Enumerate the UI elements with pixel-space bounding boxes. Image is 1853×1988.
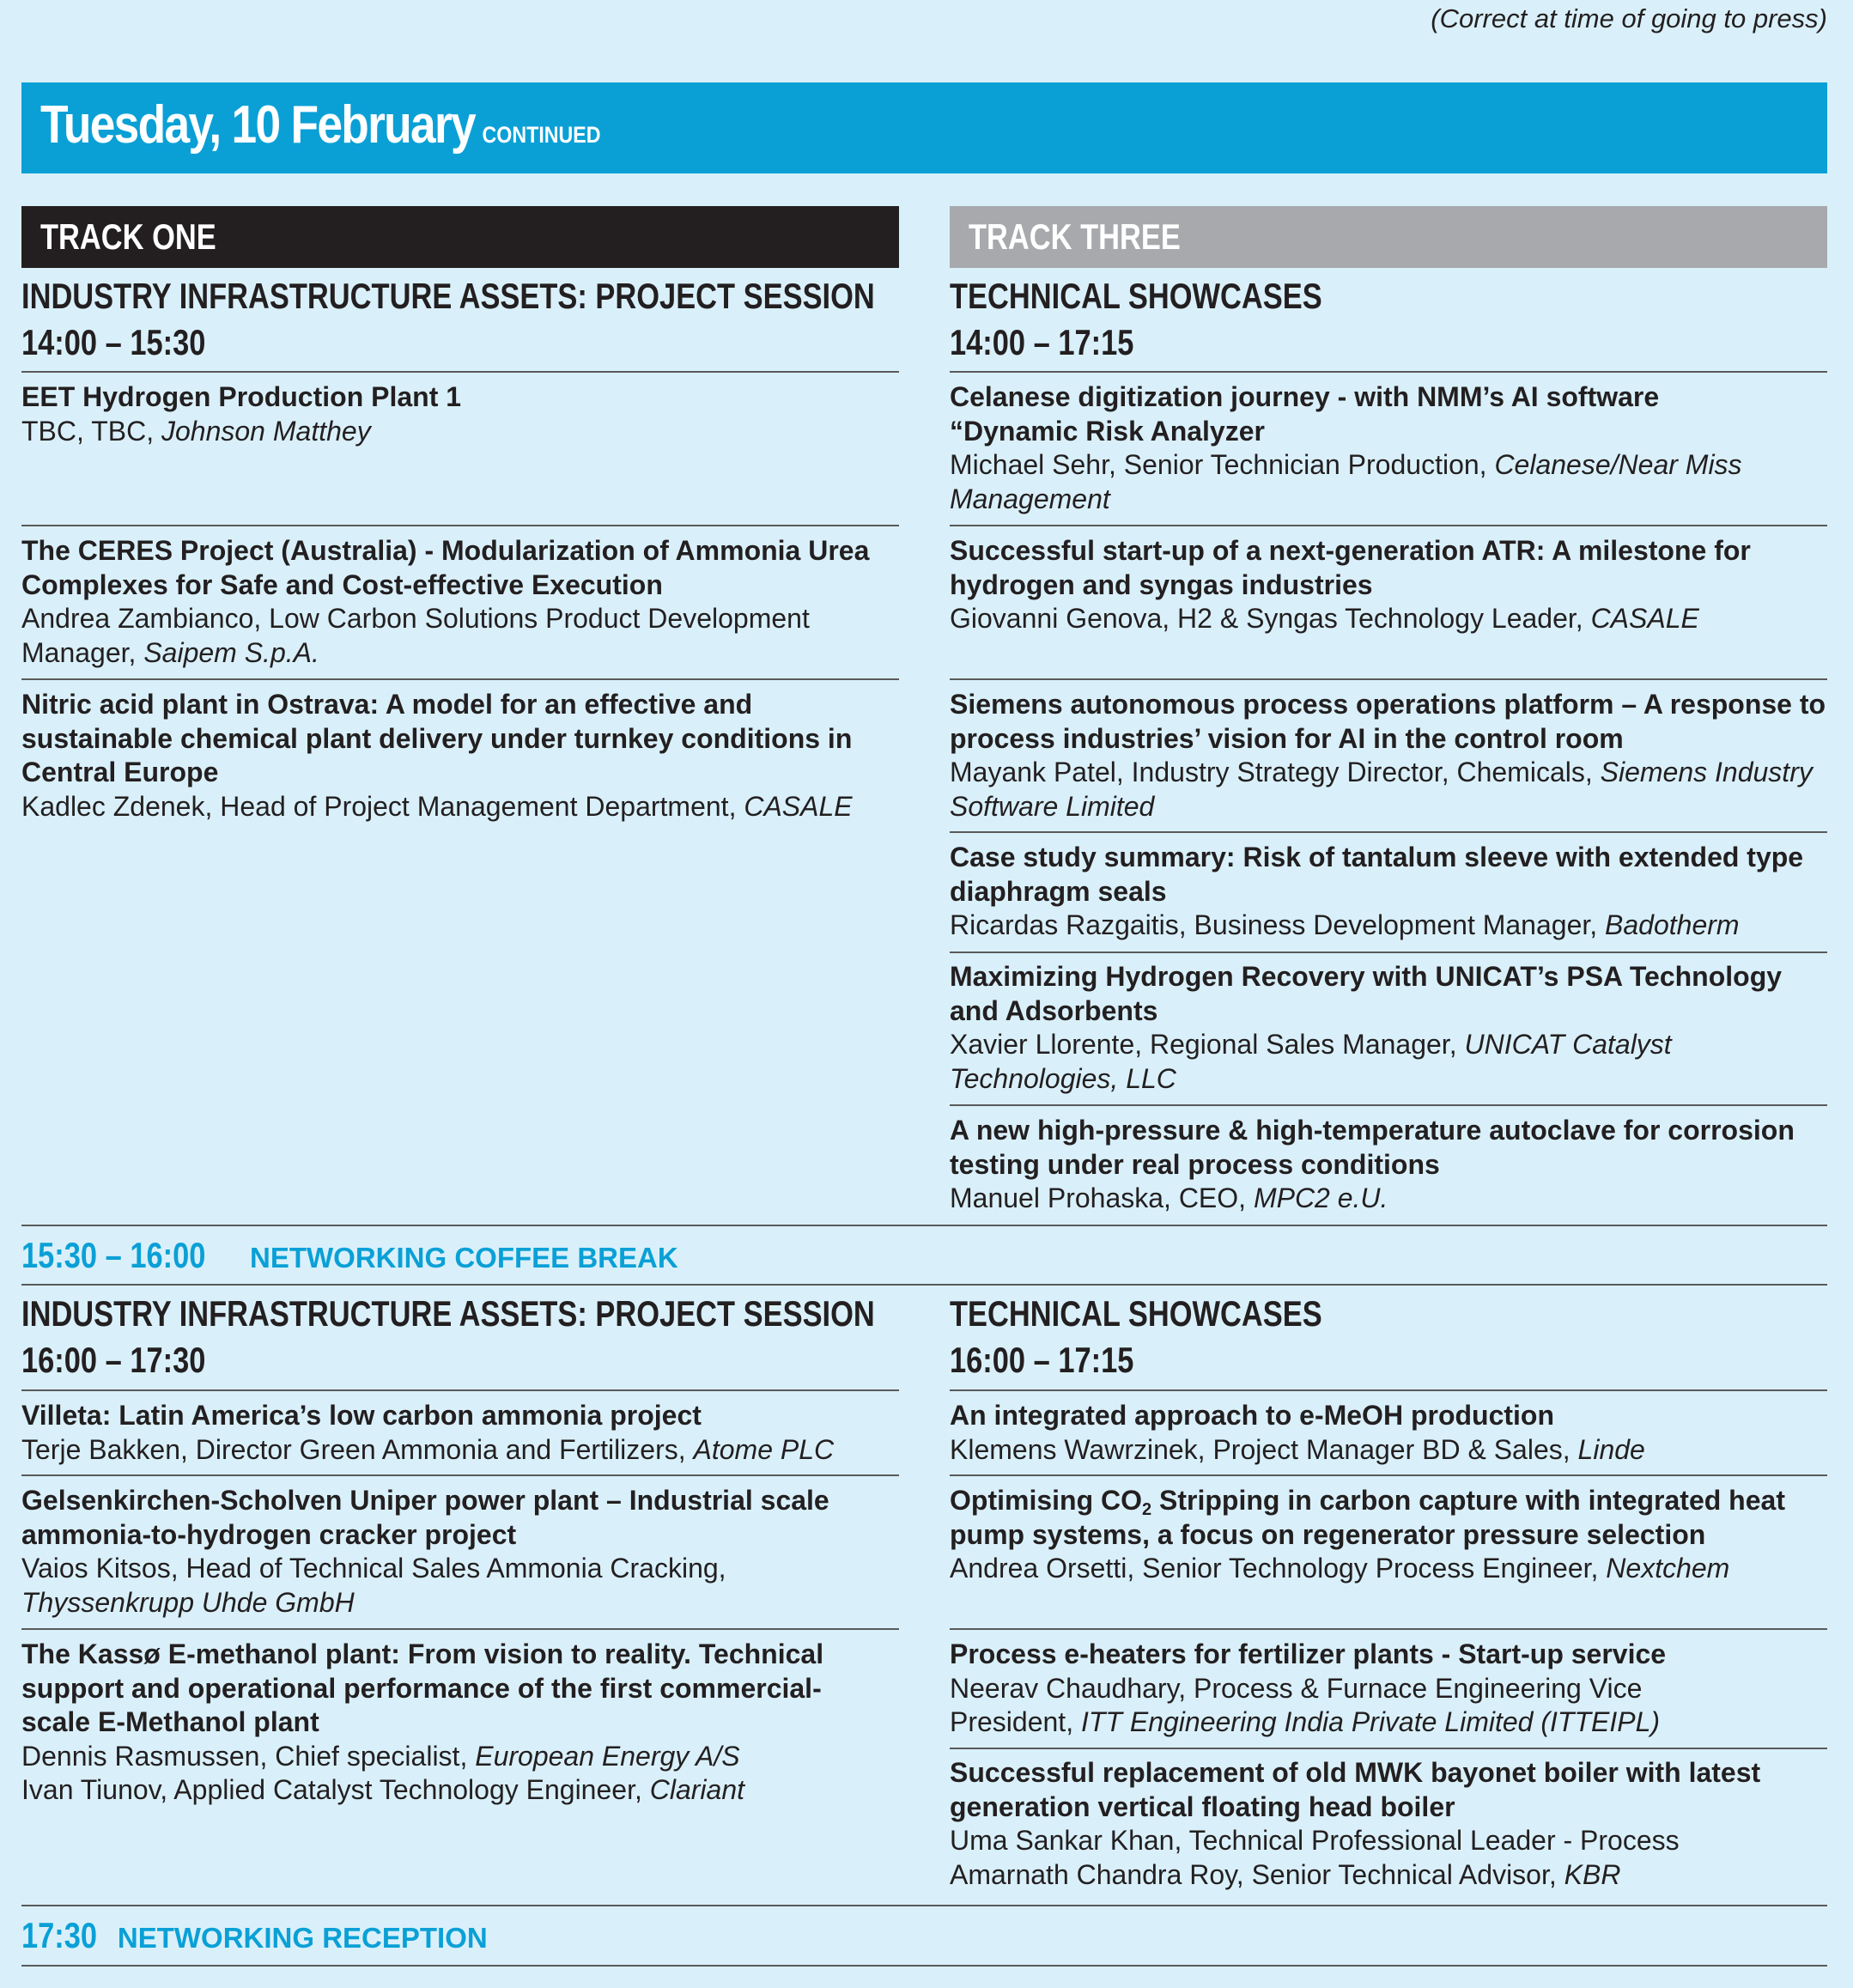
session-item	[950, 534, 1834, 636]
speaker-org: Thyssenkrupp Uhde GmbH	[21, 1586, 355, 1618]
item-title: A new high-pressure & high-temperature autoclave for corrosion testing under real process conditions	[950, 1115, 1795, 1180]
session-item	[950, 841, 1834, 943]
speaker-org: Linde	[1577, 1433, 1645, 1465]
track-three-header	[950, 206, 1827, 268]
session-time: 14:00 – 15:30	[21, 322, 206, 362]
item-title	[950, 1484, 1834, 1552]
speaker-text: Vaios Kitsos, Head of Technical Sales Ammonia Cracking,	[21, 1553, 726, 1584]
item-speaker	[21, 790, 872, 824]
session-item	[950, 688, 1834, 824]
speaker-text: Kadlec Zdenek, Head of Project Management Department,	[21, 790, 744, 822]
divider	[21, 525, 899, 526]
networking-reception	[21, 1915, 488, 1956]
divider	[21, 371, 899, 373]
session-item	[950, 1399, 1834, 1467]
speaker-text: Xavier Llorente, Regional Sales Manager,	[950, 1029, 1465, 1060]
speaker-org: MPC2 e.U.	[1253, 1182, 1388, 1213]
speaker-org: Johnson Matthey	[161, 415, 371, 447]
item-title: Celanese digitization journey - with NMM’s AI software “Dynamic Risk Analyzer	[950, 381, 1660, 447]
speaker-org: Atome PLC	[693, 1433, 835, 1465]
speaker-org: Celanese/Near Miss Management	[950, 449, 1742, 514]
item-speaker	[950, 1433, 1834, 1468]
speaker-text: Klemens Wawrzinek, Project Manager BD & Sales,	[950, 1433, 1578, 1465]
divider	[21, 1965, 1827, 1967]
speaker-text: Amarnath Chandra Roy, Senior Technical Advisor,	[950, 1858, 1564, 1890]
divider	[21, 1474, 899, 1476]
day-title-text: Tuesday, 10 February	[40, 95, 475, 155]
item-speaker	[21, 415, 906, 449]
divider	[21, 678, 899, 680]
item-title: The CERES Project (Australia) - Modularization of Ammonia Urea Complexes for Safe and Cost-effective Execution	[21, 535, 870, 600]
session-item	[21, 1638, 889, 1808]
speaker-org: Clariant	[649, 1774, 744, 1805]
session-title: INDUSTRY INFRASTRUCTURE ASSETS: PROJECT SESSION	[21, 1293, 875, 1334]
speaker-text: Terje Bakken, Director Green Ammonia and Fertilizers,	[21, 1433, 694, 1465]
day-title	[40, 94, 601, 155]
divider	[21, 1628, 899, 1630]
speaker-org: Badotherm	[1605, 909, 1740, 940]
item-title: Gelsenkirchen-Scholven Uniper power plant – Industrial scale ammonia-to-hydrogen cracker project	[21, 1485, 829, 1550]
session-time: 16:00 – 17:15	[950, 1340, 1134, 1380]
divider	[950, 525, 1827, 526]
item-title-part: Stripping in carbon capture with integrated heat pump systems, a focus on regenerator pressure selection	[950, 1485, 1785, 1550]
divider	[21, 1284, 1827, 1286]
item-speaker	[21, 1552, 906, 1620]
session-item	[21, 1484, 906, 1620]
item-speaker	[950, 1552, 1834, 1586]
item-title: Process e-heaters for fertilizer plants - Start-up service	[950, 1638, 1667, 1669]
divider	[950, 1748, 1827, 1749]
item-speaker	[21, 1773, 889, 1808]
divider	[950, 1389, 1827, 1391]
item-title: An integrated approach to e-MeOH production	[950, 1400, 1555, 1431]
divider	[950, 831, 1827, 833]
session-item	[950, 1114, 1834, 1216]
speaker-text: Giovanni Genova, H2 & Syngas Technology Leader,	[950, 603, 1591, 634]
coffee-break	[21, 1235, 678, 1276]
divider	[950, 678, 1827, 680]
speaker-org: CASALE	[744, 790, 853, 822]
item-title-part: Optimising CO	[950, 1485, 1142, 1516]
speaker-text: Andrea Orsetti, Senior Technology Process Engineer,	[950, 1553, 1607, 1584]
session-title: TECHNICAL SHOWCASES	[950, 276, 1322, 316]
session-item	[950, 1484, 1834, 1586]
speaker-org: KBR	[1564, 1858, 1621, 1890]
divider	[950, 1474, 1827, 1476]
item-title: The Kassø E-methanol plant: From vision to reality. Technical support and operational performance of the first commercial-scale E-Methanol plant	[21, 1638, 824, 1737]
item-title: Nitric acid plant in Ostrava: A model for an effective and sustainable chemical plant delivery under turnkey conditions in Central Europe	[21, 689, 853, 787]
item-title: Successful start-up of a next-generation ATR: A milestone for hydrogen and syngas industries	[950, 535, 1751, 600]
speaker-org: Siemens Industry Software Limited	[950, 757, 1813, 822]
session-item	[21, 534, 906, 670]
session-item	[950, 960, 1834, 1096]
item-speaker	[21, 1433, 932, 1468]
item-speaker	[21, 602, 906, 670]
session-title: INDUSTRY INFRASTRUCTURE ASSETS: PROJECT SESSION	[21, 276, 875, 316]
item-title: Case study summary: Risk of tantalum sleeve with extended type diaphragm seals	[950, 842, 1804, 907]
speaker-org: UNICAT Catalyst Technologies, LLC	[950, 1029, 1672, 1094]
item-speaker	[950, 756, 1817, 824]
divider	[950, 951, 1827, 953]
session-item	[21, 688, 902, 824]
item-speaker	[950, 1182, 1834, 1216]
session-title: TECHNICAL SHOWCASES	[950, 1293, 1322, 1334]
continued-label: CONTINUED	[482, 122, 601, 148]
co2-subscript: 2	[1142, 1500, 1152, 1519]
speaker-text: Michael Sehr, Senior Technician Production,	[950, 449, 1495, 480]
session-item	[950, 1638, 1808, 1740]
track-one-header	[21, 206, 899, 268]
track-one-label: TRACK ONE	[40, 216, 216, 257]
break-time: 15:30 – 16:00	[21, 1235, 206, 1275]
break-label: NETWORKING RECEPTION	[117, 1922, 488, 1954]
speaker-text: Mayank Patel, Industry Strategy Director, Chemicals,	[950, 757, 1601, 787]
session-item	[950, 1756, 1834, 1892]
item-speaker	[950, 602, 1834, 636]
right-session1-header	[950, 273, 1827, 366]
left-session2-header	[21, 1291, 899, 1383]
item-title: Successful replacement of old MWK bayonet boiler with latest generation vertical floating head boiler	[950, 1757, 1761, 1822]
left-session1-header	[21, 273, 899, 366]
break-label: NETWORKING COFFEE BREAK	[250, 1242, 678, 1274]
speaker-text: Andrea Zambianco, Low Carbon Solutions Product Development Manager,	[21, 603, 810, 668]
divider	[21, 1389, 899, 1391]
item-speaker	[950, 1028, 1808, 1096]
speaker-org: European Energy A/S	[475, 1740, 740, 1772]
speaker-text: Dennis Rasmussen, Chief specialist,	[21, 1740, 476, 1772]
track-three-label: TRACK THREE	[969, 216, 1181, 257]
session-item	[21, 380, 906, 448]
break-time: 17:30	[21, 1915, 98, 1955]
speaker-org: CASALE	[1590, 603, 1699, 634]
speaker-text: TBC, TBC,	[21, 415, 161, 447]
speaker-text: Ivan Tiunov, Applied Catalyst Technology Engineer,	[21, 1774, 650, 1805]
item-title: Maximizing Hydrogen Recovery with UNICAT’s PSA Technology and Adsorbents	[950, 961, 1783, 1026]
session-item	[950, 380, 1834, 516]
session-time: 16:00 – 17:30	[21, 1340, 206, 1380]
session-item	[21, 1399, 932, 1467]
divider	[950, 371, 1827, 373]
divider	[950, 1628, 1827, 1630]
item-title: Siemens autonomous process operations platform – A response to process industries’ vision for AI in the control room	[950, 689, 1826, 754]
speaker-org: Saipem S.p.A.	[143, 636, 319, 668]
item-title: EET Hydrogen Production Plant 1	[21, 381, 462, 412]
item-title: Villeta: Latin America’s low carbon ammonia project	[21, 1400, 702, 1431]
divider	[21, 1905, 1827, 1906]
press-note: (Correct at time of going to press)	[1431, 3, 1827, 33]
divider	[21, 1225, 1827, 1226]
divider	[950, 1104, 1827, 1106]
speaker-text: Neerav Chaudhary, Process & Furnace Engineering Vice President,	[950, 1672, 1643, 1737]
item-speaker: Uma Sankar Khan, Technical Professional Leader - Process	[950, 1825, 1680, 1856]
day-banner	[21, 82, 1827, 173]
item-speaker	[950, 448, 1834, 516]
speaker-org: ITT Engineering India Private Limited (ITTEIPL)	[1080, 1706, 1661, 1737]
speaker-text: Manuel Prohaska, CEO,	[950, 1182, 1254, 1213]
item-speaker	[950, 909, 1834, 943]
speaker-org: Nextchem	[1606, 1553, 1730, 1584]
item-speaker	[950, 1672, 1740, 1740]
item-speaker	[21, 1740, 889, 1774]
session-time: 14:00 – 17:15	[950, 322, 1134, 362]
right-session2-header	[950, 1291, 1827, 1383]
item-speaker	[950, 1858, 1834, 1893]
speaker-text: Ricardas Razgaitis, Business Development Manager,	[950, 909, 1606, 940]
